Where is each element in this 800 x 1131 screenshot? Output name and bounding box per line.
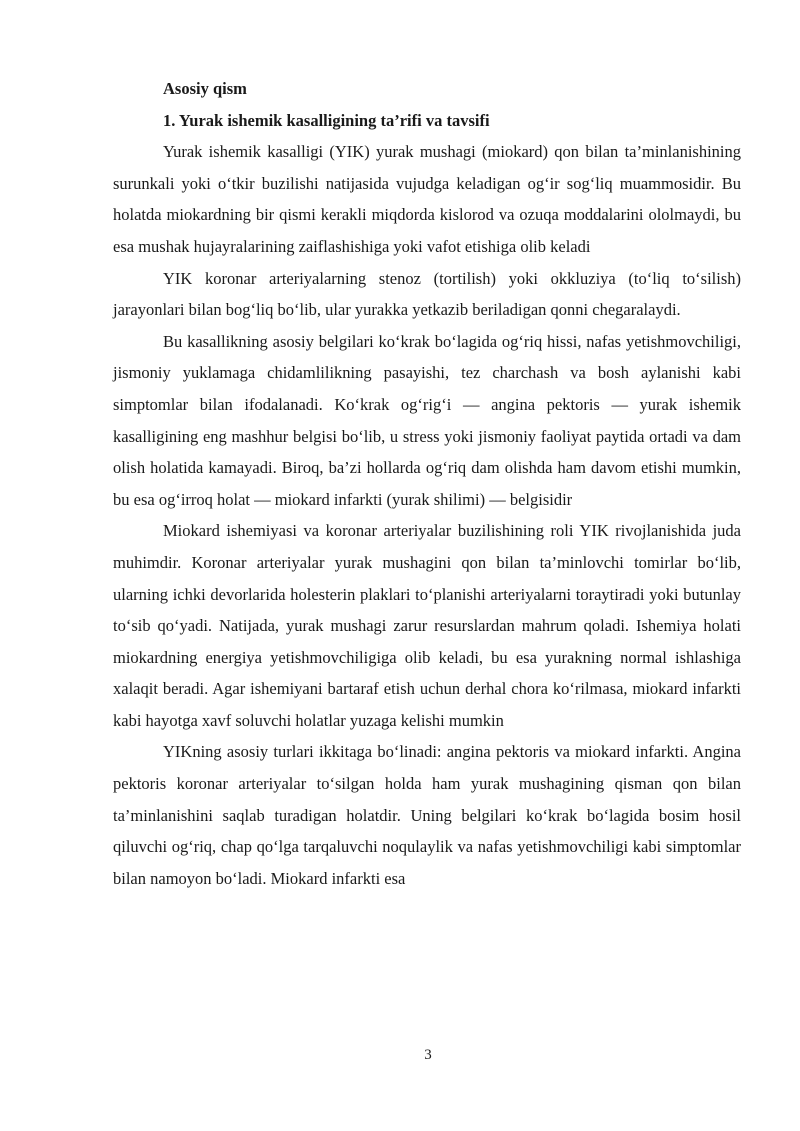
paragraph-symptoms: Bu kasallikning asosiy belgilari ko‘krak bo‘lagida og‘riq hissi, nafas yetishmovchiligi, jismoniy yuklamaga chidamlilikning pasayishi, tez charchash va bosh aylanishi kabi simptomlar bilan ifodalanadi. Ko‘krak og‘rig‘i — angina pektoris — yurak ishemik kasalligining eng mashhur belgisi bo‘lib, u stress yoki jismoniy faoliyat paytida ortadi va dam olish holatida kamayadi. Biroq, ba’zi hollarda og‘riq dam olishda ham davom etishi mumkin, bu esa og‘irroq holat — miokard infarkti (yurak shilimi) — belgisidir <box>113 331 741 509</box>
page-content <box>113 73 741 894</box>
page-number: 3 <box>424 1047 432 1063</box>
paragraph-types: YIKning asosiy turlari ikkitaga bo‘linadi: angina pektoris va miokard infarkti. Angina pektoris koronar arteriyalar to‘silgan holda ham yurak mushagining qisman qon bilan ta’minlanishini saqlab turadigan holatdir. Uning belgilari ko‘krak bo‘lagida bosim hosil qiluvchi og‘riq, chap qo‘lga tarqaluvchi noqulaylik va nafas yetishmovchiligi kabi simptomlar bilan namoyon bo‘ladi. Miokard infarkti esa <box>113 742 741 888</box>
subsection-title: 1. Yurak ishemik kasalligining ta’rifi va tavsifi <box>163 110 490 130</box>
section-title: Asosiy qism <box>163 79 247 98</box>
paragraph-definition: Yurak ishemik kasalligi (YIK) yurak mushagi (miokard) qon bilan ta’minlanishining surunkali yoki o‘tkir buzilishi natijasida vujudga keladigan og‘ir sog‘liq muammosidir. Bu holatda miokardning bir qismi kerakli miqdorda kislorod va ozuqa moddalarini ololmaydi, bu esa mushak hujayralarining zaiflashishiga yoki vafot etishiga olib keladi <box>113 142 741 256</box>
paragraph-coronary-stenosis: YIK koronar arteriyalarning stenoz (tortilish) yoki okkluziya (to‘liq to‘silish) jarayonlari bilan bog‘liq bo‘lib, ular yurakka yetkazib beriladigan qonni chegaralaydi. <box>113 268 741 320</box>
paragraph-ischemia-role: Miokard ishemiyasi va koronar arteriyalar buzilishining roli YIK rivojlanishida juda muhimdir. Koronar arteriyalar yurak mushagini qon bilan ta’minlovchi tomirlar bo‘lib, ularning ichki devorlarida holesterin plaklari to‘planishi arteriyalarni toraytiradi yoki butunlay to‘sib qo‘yadi. Natijada, yurak mushagi zarur resurslardan mahrum qoladi. Ishemiya holati miokardning energiya yetishmovchiligiga olib keladi, bu esa yurakning normal ishlashiga xalaqit beradi. Agar ishemiyani bartaraf etish uchun derhal chora ko‘rilmasa, miokard infarkti kabi hayotga xavf soluvchi holatlar yuzaga kelishi mumkin <box>113 521 741 730</box>
